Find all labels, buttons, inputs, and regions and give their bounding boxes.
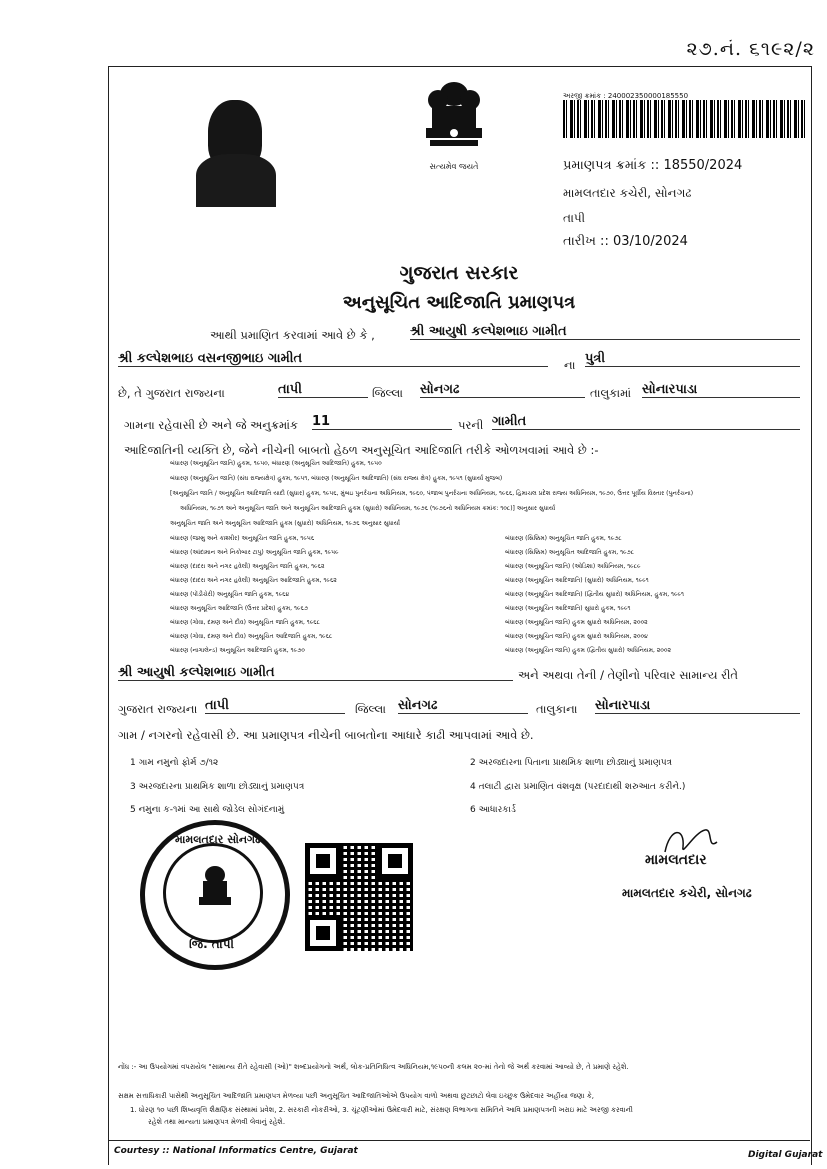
district-label: જિલ્લા	[372, 386, 403, 400]
certificate-title: અનુસૂચિત આદિજાતિ પ્રમાણપત્ર	[342, 292, 576, 313]
tribe-name: ગામીત	[492, 414, 800, 430]
applicant-name: શ્રી આયુષી કલ્પેશભાઇ ગામીત	[410, 324, 800, 340]
relation: પુત્રી	[585, 351, 800, 367]
basis-text: ગામ / નગરનો રહેવાસી છે. આ પ્રમાણપત્ર નીચેની બાબતોના આધારે કાઢી આપવામાં આવે છે.	[118, 728, 534, 742]
order-item: બંધારણ (અનુસૂચિત જાતિ) હુકમ સુધારો અધિનિયમ, ૨૦૦૨	[505, 619, 648, 626]
document-item: 1 ગામ નમુનો ફોર્મ ૭/૧૨	[130, 758, 219, 768]
document-item: 4 તલાટી દ્વારા પ્રમાણિત વંશવૃક્ષ (પરદાદાથી શરુઆત કરીને.)	[470, 782, 686, 792]
resident-text: ગામના રહેવાસી છે અને જે અનુક્રમાંક	[124, 418, 299, 432]
order-item: બંધારણ (પોંડીચેરી) અનુસૂચિત જાતિ હુકમ, ૧૯૬૪	[170, 591, 290, 598]
signatory-title: મામલતદાર	[645, 852, 707, 868]
government-title: ગુજરાત સરકાર	[399, 262, 519, 284]
certificate-number: પ્રમાણપત્ર ક્રમાંક :: 18550/2024	[563, 158, 743, 173]
order-item: બંધારણ (જમ્મુ અને કાશ્મીર) અનુસૂચિત જાતિ હુકમ, ૧૯૫૬	[170, 535, 315, 542]
note-line: સક્ષમ સત્તાધિકારી પાસેથી અનુસૂચિત આદિજાતિ પ્રમાણપત્ર મેળવ્યા પછી અનુસૂચિત આદિજાતિઓએ ઉપયોગ વાળો અથવા છુટછાટો લેવા ઇચ્છુક ઉમેદવાર અહીંયા જણા કે,	[118, 1092, 594, 1100]
order-item: બંધારણ (અનુસૂચિત જાતિ) હુકમ સુધારો અધિનિયમ, ૨૦૦૪	[505, 633, 648, 640]
order-item: બંધારણ (સિક્કિમ) અનુસૂચિત આદિજાતિ હુકમ, ૧૯૭૮	[505, 549, 635, 556]
order-item: બંધારણ (અનુસૂચિત આદિજાતિ) (દ્વિતીય સુધારો) અધિનિયમ, હુકમ, ૧૯૯૧	[505, 591, 684, 598]
father-name: શ્રી કલ્પેશભાઇ વસનજીભાઇ ગામીત	[118, 351, 548, 367]
legal-line: [અનુસૂચિત જાતિ / અનુસૂચિત આદિજાતિ યાદી (સુધાર) હુકમ, ૧૯૫૬, મુંબઇ પુનર્રચના અધિનિયમ, ૧૯૬૦, પંજાબ પુનર્રચના અધિનિયમ, ૧૯૬૬, હિમાચલ પ્રદેશ રાજ્ય અધિનિયમ, ૧૯૭૦, ઉત્તર પૂર્વીય વિસ્તાર (પુનર્રચના)	[170, 490, 694, 497]
na-label: ના	[564, 358, 576, 372]
state-district: તાપી	[278, 382, 368, 398]
legal-line: અનુસૂચિત જાતિ અને અનુસૂચિત આદિજાતિ હુકમ (સુધારો) અધિનિયમ, ૧૯૭૬ અનુસાર સુધાર્યા	[170, 520, 400, 527]
note-line: નોંધ :- આ ઉપયોગમાં વપરાયેલ "સામાન્ય રીતે રહેવાસી (ઓ)" શબ્દપ્રયોગનો અર્થ, લોક-પ્રતિનિધિત્વ અધિનિયમ,૧૯૫૦ની કલમ ૨૦-માં તેનો જે અર્થ કરવામાં આવ્યો છે, તે પ્રમાણે રહેશે.	[118, 1063, 629, 1071]
legal-line: બંધારણ (અનુસૂચિત જાતિ) હુકમ, ૧૯૫૦, બંધારણ (અનુસૂચિત આદિજાતિ) હુકમ, ૧૯૫૦	[170, 460, 382, 467]
order-item: બંધારણ (અનુસૂચિત આદિજાતિ) સુધારો હુકમ, ૧૯૯૧	[505, 605, 631, 612]
order-item: બંધારણ અનુસૂચિત આદિજાતિ (ઉત્તર પ્રદેશ) હુકમ, ૧૯૬૭	[170, 605, 308, 612]
top-reference: ૨૭.નં. ૬૧૯૨/૨	[686, 38, 815, 60]
second-state-text: ગુજરાત રાજ્યના	[118, 702, 198, 716]
national-emblem-icon	[418, 76, 490, 171]
legal-line: અધિનિયમ, ૧૯૭૧ અને અનુસૂચિત જાતિ અને અનુસૂચિત આદિજાતિ હુકમ (સુધારો) અધિનિયમ, ૧૯૭૬ (૧૯૭૬નો અધિનિયમ ક્રમાંક: ૧૦૮)] અનુસાર સુધાર્યા	[180, 505, 556, 512]
note-line: 1. ધોરણ ૧૦ પછી શિષ્યવૃત્તિ શૈક્ષણિક સંસ્થામાં પ્રવેશ, 2. સરકારી નોકરીઓ, 3. ચૂંટણીઓમાં ઉમેદવારી માટે, સંરક્ષણ વિભાગના સમિતિને આવિ પ્રમાણપત્રની ખરાઇ માટે અરજી કરવાની	[130, 1106, 633, 1114]
footer-rule	[108, 1140, 810, 1141]
taluka-value: સોનારપાડા	[642, 382, 800, 398]
note-line: રહેશે તથા માન્યતા પ્રમાણપત્ર મેળવી લેવાનું રહેશે.	[148, 1118, 286, 1126]
document-item: 6 આધારકાર્ડ	[470, 805, 516, 815]
barcode-number: અરજી ક્રમાંક : 240002350000185550	[563, 92, 689, 100]
district-name: તાપી	[563, 211, 586, 225]
second-taluka-label: તાલુકાના	[536, 702, 578, 716]
order-item: બંધારણ (ગોવા, દમણ અને દીવ) અનુસૂચિત જાતિ હુકમ, ૧૯૬૮	[170, 619, 320, 626]
document-item: 2 અરજદારના પિતાના પ્રાથમિક શાળા છોડ્યાનું પ્રમાણપત્ર	[470, 758, 673, 768]
serial-number: 11	[312, 414, 452, 430]
order-item: બંધારણ (સિક્કિમ) અનુસૂચિત જાતિ હુકમ, ૧૯૭૮	[505, 535, 622, 542]
second-district-label: જિલ્લા	[355, 702, 386, 716]
qr-code	[305, 843, 413, 951]
seal-bottom-text: જિ. તાપી	[189, 937, 234, 951]
footer-digital-gujarat: Digital Gujarat	[748, 1150, 823, 1160]
tribe-text: આદિજાતિની વ્યક્તિ છે, જેને નીચેની બાબતો હેઠળ અનુસૂચિત આદિજાતિ તરીકે ઓળખવામાં આવે છે :-	[124, 443, 599, 457]
second-applicant-name: શ્રી આયુષી કલ્પેશભાઇ ગામીત	[118, 665, 513, 681]
document-item: 5 નમુના ક-૧માં આ સાથે જોડેલ સોગંદનામું	[130, 805, 285, 815]
family-text: અને અથવા તેની / તેણીનો પરિવાર સામાન્ય રીતે	[518, 668, 739, 682]
legal-line: બંધારણ (અનુસૂચિત જાતિ) (સંઘ રાજ્યક્ષેત્ર) હુકમ, ૧૯૫૧, બંધારણ (અનુસૂચિત આદિજાતિ) (સંઘ રાજ્ય ક્ષેત્ર) હુકમ, ૧૯૫૧ (સુધાર્યા મુજબ)	[170, 475, 503, 482]
order-item: બંધારણ (આંદામાન અને નિકોબાર ટાપુ) અનુસૂચિત જાતિ હુકમ, ૧૯૫૯	[170, 549, 339, 556]
order-item: બંધારણ (અનુસૂચિત જાતિ) હુકમ (દ્વિતીય સુધારો) અધિનિયમ, ૨૦૦૨	[505, 647, 672, 654]
footer-courtesy: Courtesy :: National Informatics Centre, Gujarat	[114, 1146, 358, 1156]
issuing-office: મામલતદાર કચેરી, સોનગઢ	[563, 186, 692, 200]
seal-top-text: મામલતદાર સોનગઢ	[175, 833, 261, 846]
applicant-photo	[196, 92, 276, 207]
second-taluka-value: સોનારપાડા	[595, 698, 800, 714]
order-item: બંધારણ (ગોવા, દમણ અને દીવ) અનુસૂચિત આદિજાતિ હુકમ, ૧૯૬૮	[170, 633, 333, 640]
second-district-value: સોનગઢ	[398, 698, 528, 714]
document-item: 3 અરજદારના પ્રાથમિક શાળા છોડ્યાનું પ્રમાણપત્ર	[130, 782, 305, 792]
issue-date: તારીખ :: 03/10/2024	[563, 234, 688, 249]
order-item: બંધારણ (અનુસૂચિત જાતિ) (ઓડિશા) અધિનિયમ, ૧૯૮૯	[505, 563, 641, 570]
orders-left-column	[170, 536, 490, 654]
district-value: સોનગઢ	[420, 382, 585, 398]
emblem-caption: સત્યમેવ જયતે	[429, 162, 479, 171]
legal-block	[170, 461, 800, 527]
office-seal-icon	[140, 820, 290, 970]
barcode	[563, 100, 805, 138]
order-item: બંધારણ (દાદરા અને નગર હવેલી) અનુસૂચિત જાતિ હુકમ, ૧૯૬૨	[170, 563, 325, 570]
second-state-district: તાપી	[205, 698, 345, 714]
state-text: છે, તે ગુજરાત રાજ્યના	[118, 386, 225, 400]
signatory-office: મામલતદાર કચેરી, સોનગઢ	[622, 886, 752, 900]
order-item: બંધારણ (દાદરા અને નગર હવેલી) અનુસૂચિત આદિજાતિ હુકમ, ૧૯૬૨	[170, 577, 337, 584]
parni-label: પરની	[458, 418, 484, 432]
order-item: બંધારણ (અનુસૂચિત આદિજાતિ) (સુધારો) અધિનિયમ, ૧૯૯૧	[505, 577, 649, 584]
order-item: બંધારણ (નાગાલેન્ડ) અનુસૂચિત આદિજાતિ હુકમ, ૧૯૭૦	[170, 647, 305, 654]
taluka-label: તાલુકામાં	[590, 386, 632, 400]
orders-right-column	[505, 536, 800, 654]
certify-text: આથી પ્રમાણિત કરવામાં આવે છે કે ,	[210, 328, 375, 342]
